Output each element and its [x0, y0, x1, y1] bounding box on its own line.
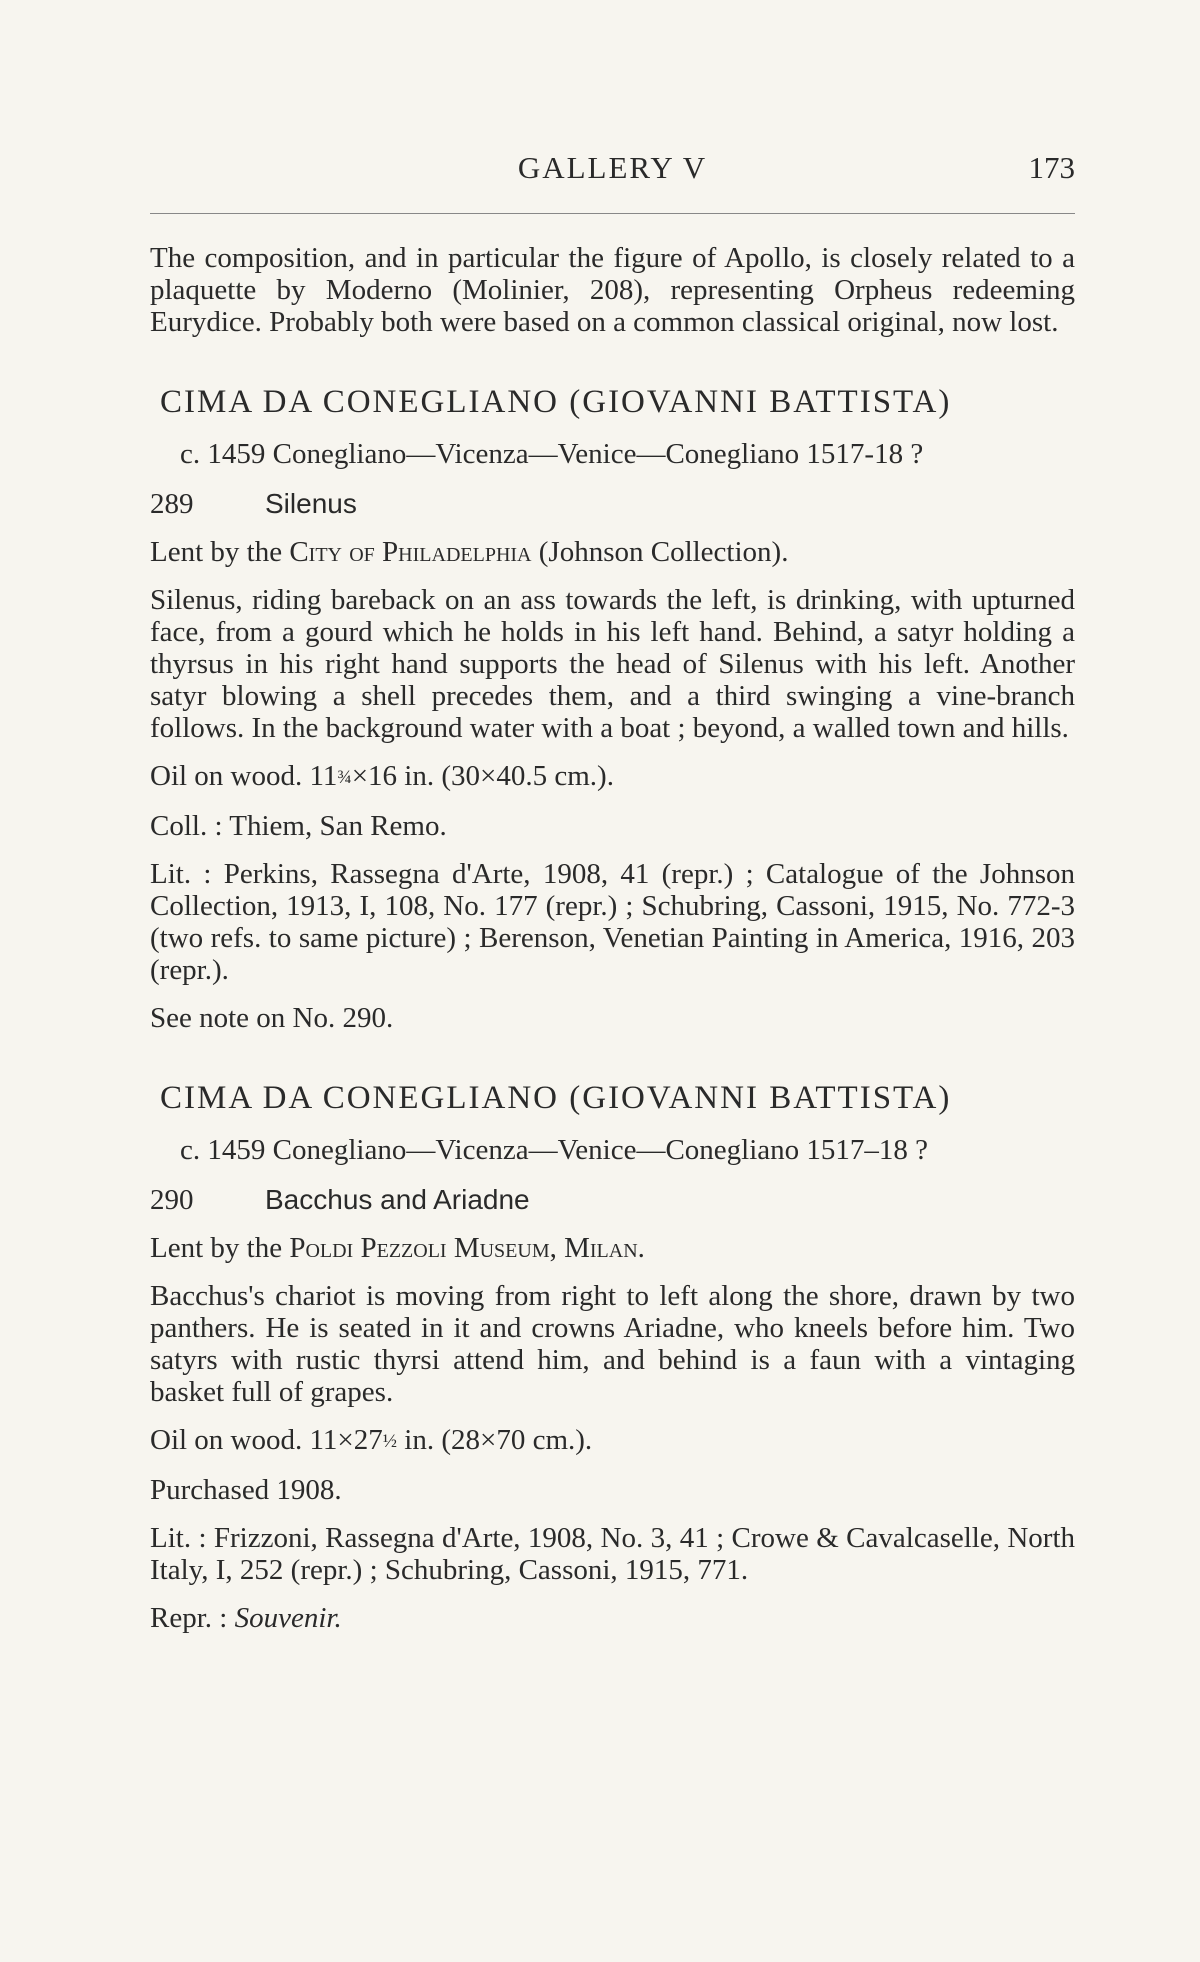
lent-suffix: (Johnson Collection).: [538, 536, 789, 568]
size-rest: ×16 in. (30×40.5 cm.).: [351, 760, 614, 792]
header-rule: [150, 213, 1075, 214]
cross-reference-note: See note on No. 290.: [150, 1002, 394, 1034]
size-rest: in. (28×70 cm.).: [404, 1424, 593, 1456]
artist-dates: c. 1459 Conegliano—Vicenza—Venice—Conegliano 1517–18 ?: [180, 1134, 929, 1166]
lender-line: [150, 1232, 1075, 1264]
entry-number: 289: [150, 488, 194, 520]
reproduction-source: Souvenir.: [234, 1602, 342, 1634]
medium-size-line: [150, 1424, 1075, 1458]
lender-name: Poldi Pezzoli Museum, Milan.: [289, 1232, 645, 1264]
literature: Lit. : Perkins, Rassegna d'Arte, 1908, 41 (repr.) ; Catalogue of the Johnson Collection, 1913, I, 108, No. 177 (repr.) ; Schubring, Cassoni, 1915, No. 772-3 (two refs. to same picture) ; Berenson, Venetian Painting in America, 1916, 203 (repr.).: [150, 858, 1075, 986]
reproduction-prefix: Repr. :: [150, 1602, 228, 1634]
size-fraction: ½: [382, 1431, 398, 1452]
lent-prefix: Lent by the: [150, 1232, 283, 1264]
artist-heading: CIMA DA CONEGLIANO (GIOVANNI BATTISTA): [160, 1080, 952, 1116]
size-whole: 11: [309, 760, 338, 792]
literature: Lit. : Frizzoni, Rassegna d'Arte, 1908, No. 3, 41 ; Crowe & Cavalcaselle, North Italy, I, 252 (repr.) ; Schubring, Cassoni, 1915, 771.: [150, 1522, 1075, 1586]
entry-title-line: [150, 488, 1075, 520]
medium-size-line: [150, 760, 1075, 794]
entry-title-line: [150, 1184, 1075, 1216]
page-number: 173: [1028, 150, 1075, 185]
catalogue-entry-289: [150, 386, 1075, 1034]
medium: Oil on wood.: [150, 1424, 303, 1456]
reproduction-line: [150, 1602, 1075, 1634]
artist-heading: CIMA DA CONEGLIANO (GIOVANNI BATTISTA): [160, 384, 952, 420]
catalogue-entry-290: [150, 1082, 1075, 1634]
entry-title: Silenus: [265, 488, 357, 519]
lent-prefix: Lent by the: [150, 536, 283, 568]
running-title: GALLERY V: [517, 150, 708, 185]
description: Bacchus's chariot is moving from right to left along the shore, drawn by two panthers. He is seated in it and crowns Ariadne, who kneels before him. Two satyrs with rustic thyrsi attend him, and behind is a faun with a vintaging basket full of grapes.: [150, 1280, 1075, 1408]
entry-title: Bacchus and Ariadne: [265, 1184, 530, 1215]
lender-line: [150, 536, 1075, 568]
intro-paragraph: The composition, and in particular the figure of Apollo, is closely related to a plaquette by Moderno (Molinier, 208), representing Orpheus redeeming Eurydice. Probably both were based on a common classical original, now lost.: [150, 242, 1075, 338]
size-whole: 11×27: [309, 1424, 383, 1456]
description: Silenus, riding bareback on an ass towards the left, is drinking, with upturned face, from a gourd which he holds in his left hand. Behind, a satyr holding a thyrsus in his right hand supports the head of Silenus with his left. Another satyr blowing a shell precedes them, and a third swinging a vine-branch follows. In the background water with a boat ; beyond, a walled town and hills.: [150, 584, 1075, 744]
collection: Coll. : Thiem, San Remo.: [150, 810, 447, 842]
acquisition: Purchased 1908.: [150, 1474, 342, 1506]
entry-number: 290: [150, 1184, 194, 1216]
size-fraction: ¾: [337, 767, 352, 788]
artist-dates: c. 1459 Conegliano—Vicenza—Venice—Conegliano 1517-18 ?: [180, 438, 924, 470]
lender-name: City of Philadelphia: [289, 536, 532, 568]
page-body: [150, 242, 1075, 1634]
page-header: [150, 150, 1075, 190]
medium: Oil on wood.: [150, 760, 303, 792]
